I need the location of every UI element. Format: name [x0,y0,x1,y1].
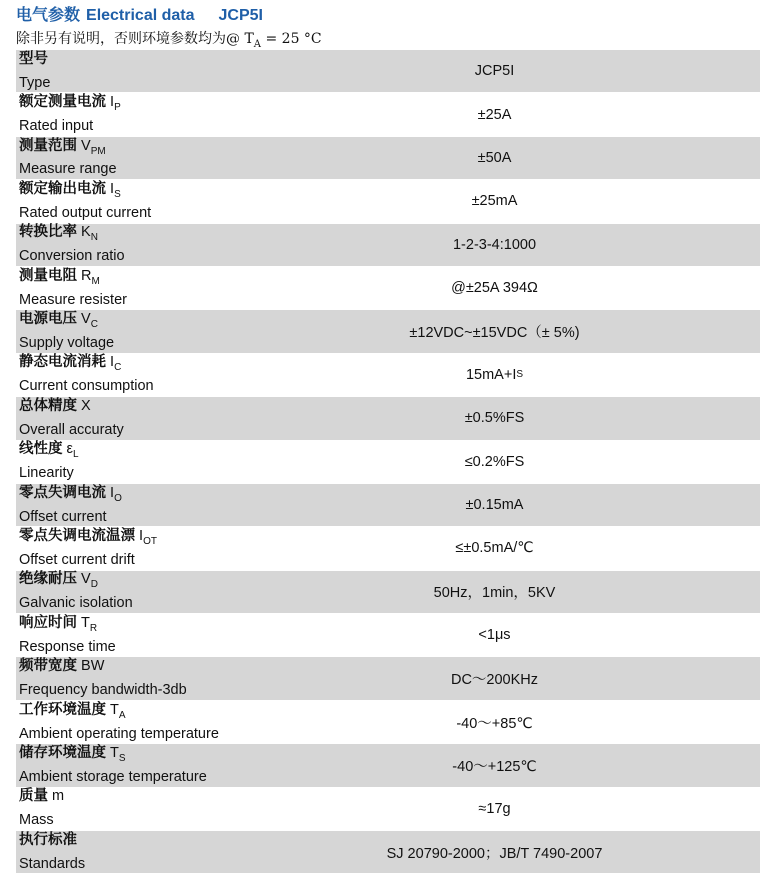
parameter-name-cn-text: 频带宽度 [19,658,82,675]
parameter-symbol-subscript: R [89,622,98,634]
parameter-label [16,137,319,179]
parameter-name-en: Ambient storage temperature [19,768,207,785]
parameter-symbol-subscript: A [118,709,126,721]
parameter-name-cn [19,527,319,551]
parameter-label [16,310,319,352]
parameter-symbol: I [110,484,115,501]
parameter-value [319,657,760,699]
parameter-name-en: Mass [19,812,54,829]
parameter-name-en: Measure range [19,161,117,178]
parameter-label [16,701,319,743]
parameter-value-text: 1-2-3-4:1000 [452,236,537,253]
table-row [16,484,760,527]
parameter-label [16,614,319,656]
parameter-value [319,831,760,873]
parameter-name-cn [19,701,319,725]
parameter-name-cn-text: 电源电压 [19,311,82,328]
parameter-name-cn-text: 响应时间 [19,614,82,631]
parameter-value-text: ≤0.2%FS [464,453,525,470]
parameter-label [16,180,319,222]
parameter-value [319,527,760,569]
parameter-value-text: ±25A [477,106,512,123]
parameter-name-cn [19,744,319,768]
parameter-value [319,50,760,92]
parameter-symbol-subscript: OT [143,535,157,547]
parameter-name-cn-text: 绝缘耐压 [19,571,82,588]
parameter-label [16,788,319,830]
conditions-note-prefix: 除非另有说明，否则环境参数均为@ T [16,31,254,47]
parameter-name-cn [19,310,319,334]
parameter-symbol: ε [66,441,73,458]
parameter-symbol-subscript: PM [90,145,106,157]
parameter-symbol-subscript: D [90,579,98,591]
table-row [16,788,760,831]
parameter-symbol-subscript: C [114,362,122,374]
parameter-symbol-subscript: S [114,188,121,200]
parameter-label [16,527,319,569]
parameter-value-text: ±25mA [471,193,518,210]
parameter-name-cn [19,93,319,117]
parameter-symbol: V [81,137,91,154]
parameter-value-text: ±50A [477,149,512,166]
parameter-symbol: I [110,180,115,197]
section-heading [16,4,263,28]
parameter-value [319,180,760,222]
parameter-name-cn-text: 型号 [19,50,48,67]
table-row [16,180,760,223]
parameter-value-text: ±12VDC~±15VDC（± 5%) [409,325,580,342]
parameter-name-en: Current consumption [19,378,154,395]
parameter-symbol: I [139,528,144,545]
parameter-value-text: -40～+125℃ [452,758,537,775]
parameter-name-en: Galvanic isolation [19,595,133,612]
parameter-value-text: 50Hz，1min，5KV [433,585,556,602]
parameter-name-cn [19,440,319,464]
parameter-symbol-subscript: S [118,752,126,764]
parameter-symbol: T [110,745,119,761]
heading-title-en: Electrical data [86,7,195,24]
parameter-label [16,571,319,613]
parameter-symbol: K [81,224,91,241]
parameter-value-text: <1μs [478,627,511,644]
parameter-symbol: V [81,571,91,588]
parameter-name-cn [19,397,319,421]
parameter-name-cn-text: 额定测量电流 [19,94,111,111]
parameter-value [319,224,760,266]
parameter-symbol: X [81,397,91,414]
table-row [16,614,760,657]
parameter-name-en: Conversion ratio [19,248,125,265]
parameter-name-en: Ambient operating temperature [19,725,219,742]
parameter-label [16,224,319,266]
parameter-name-cn-text: 质量 [19,788,53,805]
parameter-value [319,310,760,352]
heading-title-cn: 电气参数 [16,7,81,24]
heading-model: JCP5I [218,7,263,24]
parameter-name-cn-text: 零点失调电流 [19,484,111,501]
parameter-name-cn [19,657,319,681]
parameter-name-cn-text: 工作环境温度 [19,701,111,718]
table-row [16,701,760,744]
parameter-symbol: I [110,354,115,371]
table-row [16,224,760,267]
table-row [16,744,760,787]
parameter-symbol: T [110,701,119,718]
table-row [16,397,760,440]
parameter-value-text: @±25A 394Ω [451,280,538,297]
table-row [16,831,760,874]
parameter-value-text: ≤±0.5mA/℃ [455,540,534,557]
parameter-name-cn-text: 零点失调电流温漂 [19,528,140,545]
parameter-symbol: I [110,94,115,111]
parameter-name-cn-text: 测量范围 [19,137,82,154]
parameter-symbol-subscript: O [114,492,122,504]
parameter-label [16,397,319,439]
parameter-value [319,354,760,396]
parameter-symbol: BW [81,658,105,675]
parameter-name-cn [19,180,319,204]
parameter-value [319,397,760,439]
parameter-name-en: Linearity [19,465,74,482]
parameter-name-en: Standards [19,855,86,872]
parameter-name-cn [19,614,319,638]
parameter-symbol-subscript: C [90,318,98,330]
parameter-label [16,744,319,786]
parameter-name-cn-text: 总体精度 [19,397,82,414]
parameter-label [16,354,319,396]
parameter-label [16,93,319,135]
parameter-symbol: R [81,267,92,284]
parameter-value-text: ±0.15mA [465,497,524,514]
parameter-name-cn [19,353,319,377]
parameter-name-cn [19,223,319,247]
parameter-name-cn-text: 额定输出电流 [19,180,111,197]
parameter-label [16,441,319,483]
parameter-value [319,701,760,743]
parameter-value [319,571,760,613]
parameter-name-en: Measure resister [19,291,127,308]
parameter-name-cn-text: 测量电阻 [19,267,82,284]
parameter-name-cn [19,787,319,811]
parameter-value [319,137,760,179]
parameter-value [319,267,760,309]
parameter-value [319,744,760,786]
parameter-value [319,93,760,135]
parameter-value-text: JCP5I [474,63,515,80]
parameter-name-cn-text: 储存环境温度 [19,745,111,761]
table-row [16,571,760,614]
parameter-name-cn [19,267,319,291]
parameter-symbol: V [81,311,91,328]
conditions-note-suffix: = 25 °C [261,31,322,47]
parameter-value-text: ±0.5%FS [464,410,525,427]
parameter-label [16,50,319,92]
parameter-symbol: T [81,614,90,631]
parameter-name-cn-text: 静态电流消耗 [19,354,111,371]
table-row [16,50,760,93]
parameter-name-cn [19,570,319,594]
parameter-value-text: ≈17g [478,800,511,817]
parameter-name-cn [19,137,319,161]
parameter-label [16,657,319,699]
parameter-name-en: Offset current drift [19,551,135,568]
parameter-name-en: Response time [19,638,116,655]
parameter-symbol: m [52,788,65,805]
parameter-value [319,441,760,483]
parameter-label [16,831,319,873]
parameter-value [319,484,760,526]
conditions-note [16,28,322,50]
spec-table [16,50,760,874]
table-row [16,354,760,397]
table-row [16,657,760,700]
parameter-name-en: Rated output current [19,204,152,221]
parameter-label [16,484,319,526]
parameter-name-cn-text: 转换比率 [19,224,82,241]
parameter-value [319,788,760,830]
table-row [16,93,760,136]
parameter-name-en: Overall accuraty [19,421,124,438]
parameter-name-cn-text: 线性度 [19,441,67,458]
table-row [16,441,760,484]
table-row [16,310,760,353]
parameter-name-cn [19,831,319,855]
parameter-symbol-subscript: M [91,275,100,287]
parameter-value-text: DC～200KHz [450,672,539,689]
parameter-name-en: Rated input [19,118,94,135]
parameter-label [16,267,319,309]
parameter-value-text: SJ 20790-2000；JB/T 7490-2007 [386,845,603,862]
table-row [16,137,760,180]
parameter-value-subscript: S [516,369,524,381]
parameter-symbol-subscript: N [90,232,98,244]
table-row [16,267,760,310]
parameter-name-en: Frequency bandwidth-3db [19,682,187,699]
parameter-name-en: Offset current [19,508,107,525]
parameter-symbol-subscript: L [73,449,79,461]
parameter-name-cn [19,50,319,74]
parameter-value-text: -40～+85℃ [456,715,533,732]
parameter-name-en: Type [19,74,51,91]
table-row [16,527,760,570]
parameter-name-en: Supply voltage [19,334,115,351]
parameter-value [319,614,760,656]
parameter-symbol-subscript: P [114,102,121,114]
parameter-name-cn [19,484,319,508]
parameter-name-cn-text: 执行标准 [19,831,77,848]
parameter-value-text: 15mA+I [465,366,517,383]
conditions-note-sub: A [253,38,262,50]
